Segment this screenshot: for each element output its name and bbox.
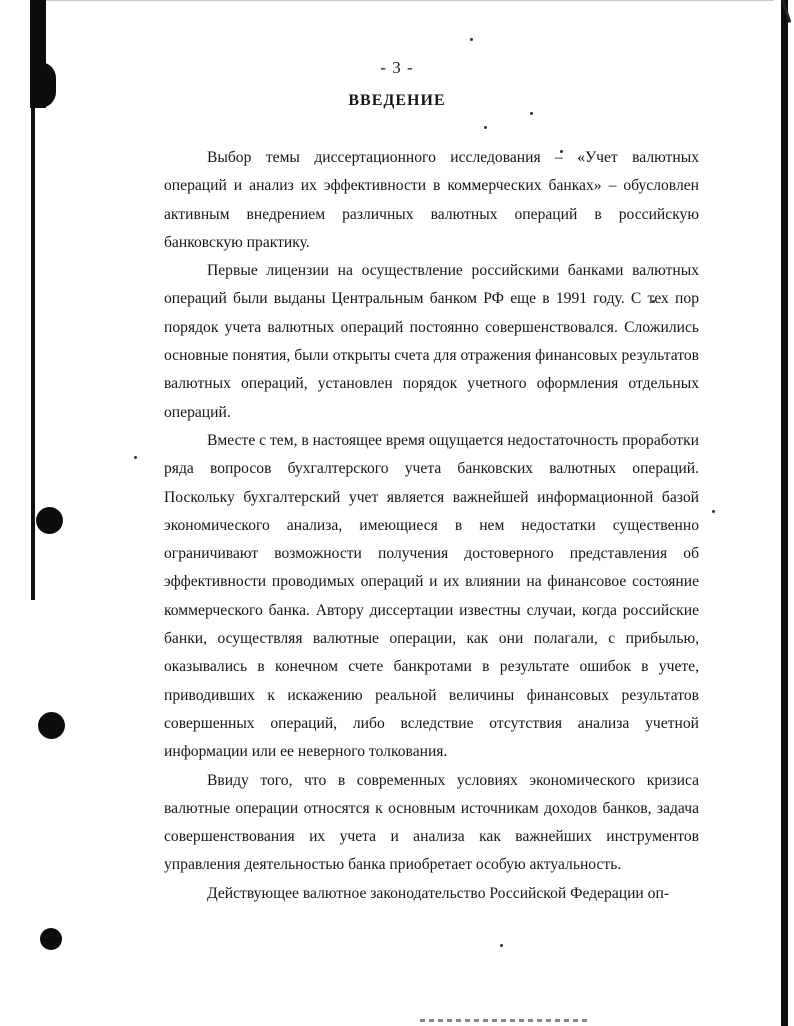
- paragraph: Действующее валютное законодательство Российской Федерации оп-: [207, 884, 670, 902]
- scan-speck: [500, 944, 503, 947]
- scan-speck: [470, 38, 473, 41]
- paragraph: Первые лицензии на осуществление российскими банками валютных операций были выданы Центральным банком РФ еще в 1991 году. С тех пор порядок учета валютных операций постоянно совершенствовался. Сложились основные понятия, были открыты счета для отражения финансовых результатов валютных операций, установлен порядок учетного оформления отдельных операций.: [164, 262, 699, 421]
- paragraph: Выбор темы диссертационного исследования – «Учет валютных операций и анализ их эффективности в коммерческих банках» – обусловлен активным внедрением различных валютных операций в российскую банковскую практику.: [164, 149, 699, 251]
- scan-bottom-noise: [420, 1019, 590, 1022]
- scan-top-edge: [30, 0, 774, 1]
- punch-hole: [40, 928, 62, 950]
- scan-right-edge: [781, 0, 788, 1026]
- scan-speck: [530, 112, 533, 115]
- paragraph: Ввиду того, что в современных условиях экономического кризиса валютные операции относятся к основным источникам доходов банков, задача совершенствования их учета и анализа как важнейших инструментов управления деятельностью банка приобретает особую актуальность.: [164, 771, 699, 874]
- body-text: [164, 144, 699, 908]
- scan-speck: [712, 510, 715, 513]
- scan-speck: [484, 126, 487, 129]
- section-heading: ВВЕДЕНИЕ: [348, 92, 446, 109]
- punch-hole: [38, 712, 65, 739]
- page-number: - 3 -: [380, 58, 414, 77]
- punch-hole: [36, 507, 63, 534]
- paragraph: Вместе с тем, в настоящее время ощущается недостаточность проработки ряда вопросов бухгалтерского учета банковских валютных операций. Поскольку бухгалтерский учет является важнейшей информационной базой экономического анализа, имеющиеся в нем недостатки существенно ограничивают возможности получения достоверного представления об эффективности проводимых операций и их влиянии на финансовое состояние коммерческого банка. Автору диссертации известны случаи, когда российские банки, осуществляя валютные операции, как они полагали, с прибылью, оказывались в конечном счете банкротами в результате ошибок в учете, приводивших к искажению реальной величины финансовых результатов совершенных операций, либо вследствие отсутствия анализа учетной информации или ее неверного толкования.: [164, 431, 699, 761]
- scan-speck: [134, 456, 137, 459]
